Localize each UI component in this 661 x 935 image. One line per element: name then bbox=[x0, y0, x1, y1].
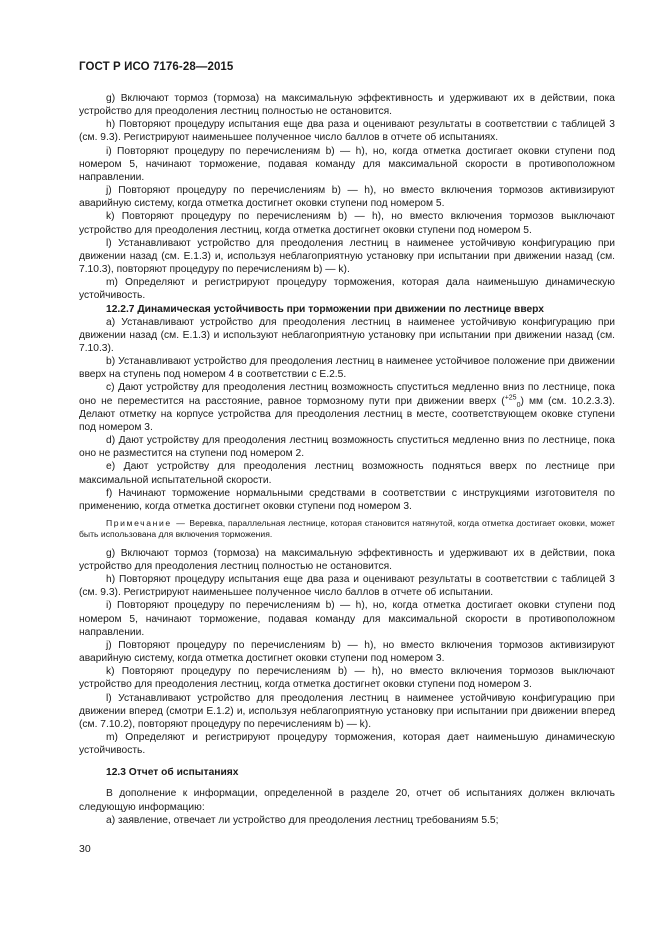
paragraph: m) Определяют и регистрируют процедуру торможения, которая дает наименьшую динамическую устойчивость. bbox=[79, 732, 615, 757]
note-label: Примечание — bbox=[106, 518, 187, 528]
paragraph: h) Повторяют процедуру испытания еще два раза и оценивают результаты в соответствии с таблицей 3 (см. 9.3). Регистрируют наименьшее полученное число баллов в отчете об испытаниях. bbox=[79, 119, 615, 144]
page-number: 30 bbox=[79, 843, 91, 855]
paragraph: h) Повторяют процедуру испытания еще два раза и оценивают результаты в соответствии с таблицей 3 (см. 9.3). Регистрируют наименьшее полученное число баллов в отчете об испытании. bbox=[79, 574, 615, 599]
section-title: 12.3 Отчет об испытаниях bbox=[106, 767, 239, 779]
section-heading: 12.2.7 Динамическая устойчивость при торможении при движении по лестнице вверх bbox=[106, 303, 545, 315]
paragraph: i) Повторяют процедуру по перечислениям b) — h), но, когда отметка достигает оковки ступени под номером 5, начинают торможение, подавая команду для максимальной скорости в противоположном направлении. bbox=[79, 145, 615, 183]
paragraph: а) заявление, отвечает ли устройство для преодоления лестниц требованиям 5.5; bbox=[106, 814, 499, 826]
paragraph: В дополнение к информации, определенной в разделе 20, отчет об испытаниях должен включать следующую информацию: bbox=[79, 788, 615, 813]
paragraph: l) Устанавливают устройство для преодоления лестниц в наименее устойчивую конфигурацию при движении назад (см. Е.1.3) и, используя неблагоприятную установку при испытании при движении назад (см. 7.10.3), повторяют процедуру по перечислениям b) — k). bbox=[79, 237, 615, 276]
paragraph: a) Устанавливают устройство для преодоления лестниц в наименее устойчивую конфигурацию при движении назад (см. Е.1.3) и используют неблагоприятную установку при испытании при движении назад (см. 7.10.3). bbox=[79, 316, 615, 354]
paragraph: g) Включают тормоз (тормоза) на максимальную эффективность и удерживают их в действии, пока устройство для преодоления лестниц полностью не остановится. bbox=[79, 93, 615, 118]
paragraph: j) Повторяют процедуру по перечислениям b) — h), но вместо включения тормозов активизируют аварийную систему, когда отметка достигнет оковки ступени под номером 3. bbox=[79, 639, 615, 665]
paragraph: e) Дают устройству для преодоления лестниц возможность подняться вверх по лестнице при максимальной испытательной скорости. bbox=[79, 461, 615, 486]
paragraph: k) Повторяют процедуру по перечислениям b) — h), но вместо включения тормозов выключают устройство для преодоления лестниц, когда отметка достигнет оковки ступени под номером 5. bbox=[79, 211, 615, 236]
paragraph: i) Повторяют процедуру по перечислениям b) — h), но, когда отметка достигает оковки ступени под номером 5, начинают торможение, подавая команду для максимальной скорости в противоположном направлении. bbox=[79, 600, 615, 638]
note-paragraph bbox=[79, 518, 615, 541]
note-text: Веревка, параллельная лестнице, которая становится натянутой, когда отметка достигает оковки, может быть использована для включения торможения. bbox=[79, 518, 615, 540]
document-page bbox=[79, 0, 615, 935]
paragraph: m) Определяют и регистрируют процедуру торможения, которая дала наименьшую динамическую устойчивость. bbox=[79, 277, 615, 302]
tolerance-lower: 0 bbox=[516, 401, 521, 409]
paragraph: b) Устанавливают устройство для преодоления лестниц в наименее устойчивое положение при движении вверх на ступень под номером 4 в соответствии с Е.2.5. bbox=[79, 356, 615, 381]
document-body bbox=[79, 92, 615, 827]
paragraph: l) Устанавливают устройство для преодоления лестниц в наименее устойчивую конфигурацию при движении вперед (смотри Е.1.2) и, используя неблагоприятную установку при испытании при движении вперед (см. 7.10.2), повторяют процедуру по перечислениям b) — k). bbox=[79, 692, 615, 730]
item-c-text-after: ) мм (см. 10.2.3.3). Делают отметку на корпусе устройства для преодоления лестниц в месте, соответствующем оковке ступени под номером 3. bbox=[79, 395, 615, 433]
paragraph: g) Включают тормоз (тормоза) на максимальную эффективность и удерживают их в действии, пока устройство для преодоления лестниц полностью не остановится. bbox=[79, 547, 615, 572]
list-item-c bbox=[79, 381, 615, 434]
paragraph: j) Повторяют процедуру по перечислениям b) — h), но вместо включения тормозов активизируют аварийную систему, когда отметка достигнет оковки ступени под номером 5. bbox=[79, 185, 615, 210]
document-header: ГОСТ Р ИСО 7176-28—2015 bbox=[79, 61, 234, 73]
paragraph: k) Повторяют процедуру по перечислениям b) — h), но вместо включения тормозов выключают устройство для преодоления лестниц, когда отметка достигнет оковки ступени под номером 3. bbox=[79, 666, 615, 691]
paragraph: d) Дают устройству для преодоления лестниц возможность спуститься медленно вниз по лестнице, пока оно не разместится на ступени под номером 2. bbox=[79, 435, 615, 460]
item-c-text-before: c) Дают устройству для преодоления лестниц возможность спуститься медленно вниз по лестнице, пока оно не переместится на расстояние, равное тормозному пути при движении вверх ( bbox=[79, 382, 615, 407]
tolerance-upper: +25 bbox=[504, 394, 517, 402]
paragraph: f) Начинают торможение нормальными средствами в соответствии с инструкциями изготовителя по применению, когда отметка достигнет оковки ступени под номером 3. bbox=[79, 487, 615, 512]
